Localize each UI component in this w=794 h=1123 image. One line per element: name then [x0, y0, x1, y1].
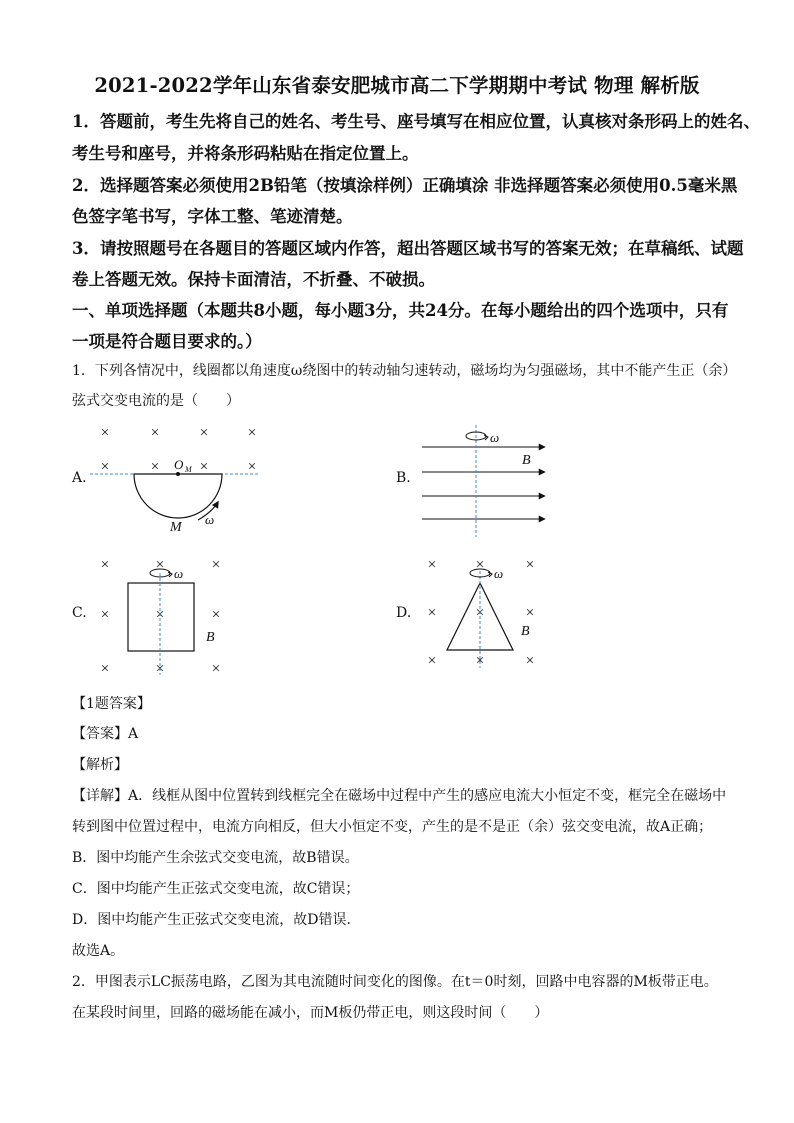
cross-mark: ×	[100, 661, 110, 677]
figure-d	[420, 553, 555, 678]
cross-mark: ×	[155, 607, 165, 623]
cross-mark: ×	[475, 557, 485, 573]
notice-line: 2．选择题答案必须使用2B铅笔（按填涂样例）正确填涂 非选择题答案必须使用0.5毫米黑	[72, 176, 738, 195]
figure-c	[90, 553, 240, 678]
label-b: B	[206, 630, 215, 645]
cross-mark: ×	[211, 661, 221, 677]
cross-mark: ×	[475, 653, 485, 669]
question-2-stem: 2．甲图表示LC振荡电路，乙图为其电流随时间变化的图像。在t＝0时刻，回路中电容器的M板带正电。	[72, 974, 718, 990]
pivot-dot	[176, 472, 180, 476]
cross-mark: ×	[525, 557, 535, 573]
cross-mark: ×	[100, 607, 110, 623]
analysis-line: 转到图中位置过程中，电流方向相反，但大小恒定不变，产生的是不是正（余）弦交变电流，故A正确；	[72, 819, 713, 835]
label-b: B	[521, 624, 530, 639]
cross-mark: ×	[155, 661, 165, 677]
label-o: O	[174, 457, 184, 472]
cross-mark: ×	[211, 607, 221, 623]
cross-mark: ×	[427, 653, 437, 669]
analysis-line: B．图中均能产生余弦式交变电流，故B错误。	[72, 850, 359, 866]
answer: 【答案】A	[72, 726, 139, 742]
page-title: 2021-2022学年山东省泰安肥城市高二下学期期中考试 物理 解析版	[94, 74, 700, 97]
analysis-line: 故选A。	[72, 943, 125, 959]
cross-mark: ×	[150, 459, 160, 475]
label-b: B	[522, 453, 531, 468]
cross-mark: ×	[475, 605, 485, 621]
cross-mark: ×	[100, 459, 110, 475]
notice-line: 卷上答题无效。保持卡面清洁，不折叠、不破损。	[72, 270, 435, 289]
notice-line: 考生号和座号，并将条形码粘贴在指定位置上。	[72, 144, 419, 163]
notice-line: 色签字笔书写，字体工整、笔迹清楚。	[72, 207, 353, 226]
label-o-sub: M	[185, 465, 192, 474]
cross-mark: ×	[199, 425, 209, 441]
label-omega: ω	[174, 566, 184, 581]
figure-a	[90, 420, 270, 540]
cross-mark: ×	[150, 425, 160, 441]
label-m: M	[170, 520, 182, 535]
cross-mark: ×	[525, 605, 535, 621]
cross-mark: ×	[100, 557, 110, 573]
option-b-label: B.	[396, 470, 411, 486]
cross-mark: ×	[199, 459, 209, 475]
analysis-line: 【详解】A．线框从图中位置转到线框完全在磁场中过程中产生的感应电流大小恒定不变，框完全在磁场中	[72, 788, 727, 804]
cross-mark: ×	[427, 605, 437, 621]
question-1-stem: 弦式交变电流的是（ ）	[72, 393, 240, 409]
cross-mark: ×	[155, 557, 165, 573]
option-a-label: A.	[72, 470, 87, 486]
notice-line: 1．答题前，考生先将自己的姓名、考生号、座号填写在相应位置，认真核对条形码上的姓名、	[72, 112, 760, 131]
option-d-label: D.	[396, 605, 412, 621]
cross-mark: ×	[525, 653, 535, 669]
cross-mark: ×	[211, 557, 221, 573]
notice-line: 3．请按照题号在各题目的答题区域内作答，超出答题区域书写的答案无效；在草稿纸、试题	[72, 239, 744, 258]
label-omega: ω	[494, 566, 504, 581]
question-1-stem: 1．下列各情况中，线圈都以角速度ω绕图中的转动轴匀速转动，磁场均为匀强磁场，其中不能产生正（余）	[72, 363, 737, 379]
section-heading: 一项是符合题目要求的。）	[72, 332, 262, 351]
cross-mark: ×	[247, 425, 257, 441]
cross-mark: ×	[247, 459, 257, 475]
analysis-line: D．图中均能产生正弦式交变电流，故D错误．	[72, 912, 361, 928]
cross-mark: ×	[100, 425, 110, 441]
label-omega: ω	[490, 430, 500, 445]
analysis-header: 【解析】	[72, 757, 128, 773]
analysis-line: C．图中均能产生正弦式交变电流，故C错误；	[72, 881, 360, 897]
answer-header: 【1题答案】	[72, 696, 151, 712]
label-omega: ω	[205, 512, 215, 527]
figure-b	[420, 425, 560, 540]
question-2-stem: 在某段时间里，回路的磁场能在减小，而M板仍带正电，则这段时间（ ）	[72, 1005, 549, 1021]
option-c-label: C.	[72, 605, 87, 621]
cross-mark: ×	[427, 557, 437, 573]
section-heading: 一、单项选择题（本题共8小题，每小题3分，共24分。在每小题给出的四个选项中，只有	[72, 301, 729, 320]
